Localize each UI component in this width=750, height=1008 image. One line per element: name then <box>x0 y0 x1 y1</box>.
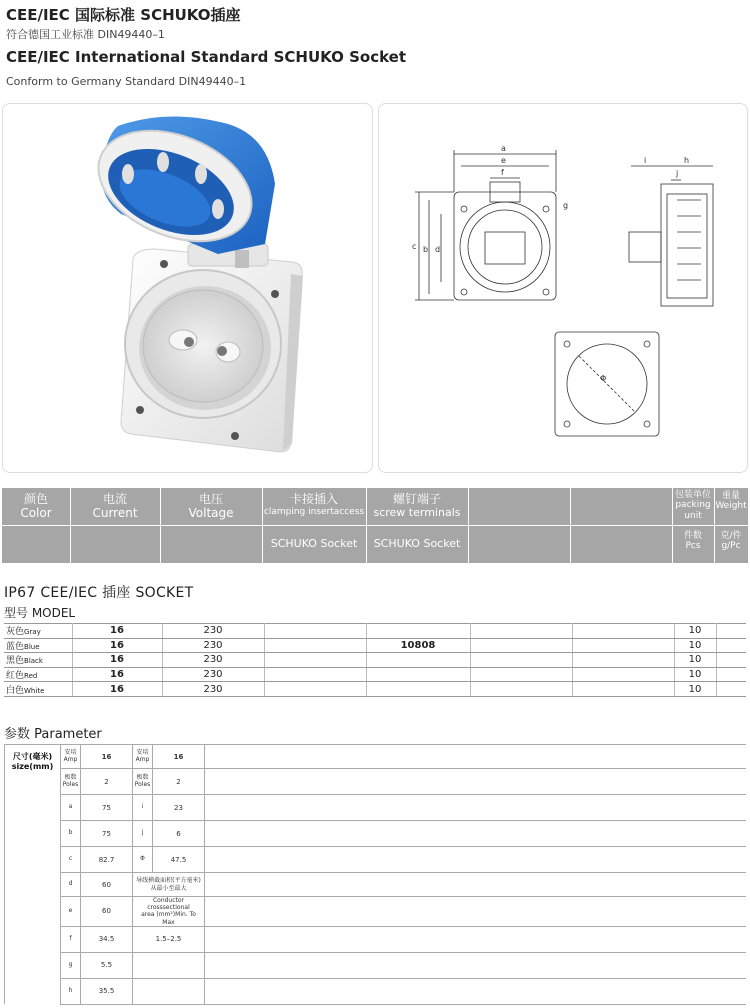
model-voltage: 230 <box>162 624 264 639</box>
param-value: 16 <box>153 745 205 769</box>
param-blank <box>205 952 747 978</box>
model-current: 16 <box>72 624 162 639</box>
param-blank <box>205 978 747 1004</box>
param-label: j <box>133 821 153 847</box>
param-value: 60 <box>81 873 133 897</box>
model-color: 白色White <box>4 682 72 697</box>
param-blank <box>205 745 747 769</box>
model-screw-code <box>366 667 470 682</box>
header-current-en: Current <box>92 505 138 520</box>
param-label: e <box>61 897 81 927</box>
section-model-label: 型号 MODEL <box>4 606 76 620</box>
model-empty-1 <box>470 624 572 639</box>
header-pack-en2: unit <box>684 510 702 521</box>
en-title: CEE/IEC International Standard SCHUKO Socket <box>6 48 406 66</box>
header-voltage-cn: 电压 <box>198 492 223 506</box>
model-clamp <box>264 624 366 639</box>
model-empty-1 <box>470 653 572 668</box>
model-row <box>4 638 746 653</box>
model-empty-2 <box>572 624 674 639</box>
dim-label-phi: Φ <box>600 374 607 383</box>
param-label: a <box>61 795 81 821</box>
param-label: 安培 Amp <box>133 745 153 769</box>
param-label: b <box>61 821 81 847</box>
param-label: 极数 Poles <box>61 769 81 795</box>
param-value: 2 <box>153 769 205 795</box>
param-label: d <box>61 873 81 897</box>
model-pack: 10 <box>674 653 716 668</box>
model-weight <box>716 682 746 697</box>
cn-title: CEE/IEC 国际标准 SCHUKO插座 <box>6 6 241 24</box>
param-value: 5.5 <box>81 952 133 978</box>
header-pack-en1: packing <box>675 500 711 511</box>
header-wt-unit-en: g/Pc <box>721 541 741 552</box>
param-label: h <box>61 978 81 1004</box>
size-label: 尺寸(毫米) size(mm) <box>5 745 61 1005</box>
header-clamp-cn: 卡接插入 <box>289 492 338 506</box>
dimension-drawing <box>379 104 749 474</box>
param-blank <box>205 821 747 847</box>
model-pack: 10 <box>674 624 716 639</box>
dim-label-a: a <box>501 144 506 153</box>
param-label: g <box>61 952 81 978</box>
model-voltage: 230 <box>162 638 264 653</box>
param-blank <box>205 769 747 795</box>
param-value: 23 <box>153 795 205 821</box>
model-empty-1 <box>470 667 572 682</box>
parameter-row <box>5 926 747 952</box>
en-subtitle: Conform to Germany Standard DIN49440–1 <box>6 75 247 88</box>
header-screw-type: SCHUKO Socket <box>373 537 461 550</box>
parameter-row <box>5 897 747 927</box>
dim-label-i: i <box>644 156 647 165</box>
model-clamp <box>264 638 366 653</box>
product-photo-panel <box>2 103 373 473</box>
model-weight <box>716 638 746 653</box>
cn-subtitle: 符合德国工业标准 DIN49440–1 <box>6 28 165 41</box>
model-empty-1 <box>470 682 572 697</box>
model-voltage: 230 <box>162 653 264 668</box>
dim-label-g: g <box>563 201 569 210</box>
dim-label-d: d <box>435 245 441 254</box>
param-label: c <box>61 847 81 873</box>
header-pcs-en: Pcs <box>685 541 701 552</box>
param-label: f <box>61 926 81 952</box>
header-current-cn: 电流 <box>102 492 127 506</box>
param-blank <box>205 847 747 873</box>
model-row <box>4 653 746 668</box>
param-value: 75 <box>81 821 133 847</box>
model-current: 16 <box>72 638 162 653</box>
param-value: 16 <box>81 745 133 769</box>
param-label: 极数 Poles <box>133 769 153 795</box>
model-weight <box>716 667 746 682</box>
parameter-table <box>4 744 746 1005</box>
model-color: 红色Red <box>4 667 72 682</box>
param-label: Φ <box>133 847 153 873</box>
header-clamp-type: SCHUKO Socket <box>270 537 358 550</box>
socket-product-image <box>3 104 374 474</box>
model-screw-code <box>366 682 470 697</box>
param-value: 60 <box>81 897 133 927</box>
dim-label-b: b <box>423 245 429 254</box>
model-current: 16 <box>72 667 162 682</box>
param-value: 2 <box>81 769 133 795</box>
model-empty-2 <box>572 638 674 653</box>
header-clamp-en: clamping insertaccess <box>263 506 365 517</box>
model-pack: 10 <box>674 667 716 682</box>
param-blank <box>205 897 747 927</box>
header-pack-cn: 包装单位 <box>674 490 711 500</box>
parameter-row <box>5 769 747 795</box>
param-value: 82.7 <box>81 847 133 873</box>
param-blank <box>205 795 747 821</box>
dim-label-e: e <box>501 156 506 165</box>
parameter-title: 参数 Parameter <box>4 727 102 742</box>
model-pack: 10 <box>674 638 716 653</box>
model-empty-2 <box>572 682 674 697</box>
parameter-row <box>5 745 747 769</box>
conductor-label-cn: 导线横截面积(平方毫米) 从最小至最大 <box>133 873 205 897</box>
conductor-label-en: Conductor crosssectional area (mm²)Min. To Max <box>133 897 205 927</box>
model-row <box>4 682 746 697</box>
header-color-cn: 颜色 <box>23 492 48 506</box>
param-value: 47.5 <box>153 847 205 873</box>
model-weight <box>716 624 746 639</box>
header-screw-en: screw terminals <box>373 505 461 519</box>
model-weight <box>716 653 746 668</box>
model-screw-code: 10808 <box>366 638 470 653</box>
model-screw-code <box>366 653 470 668</box>
conductor-range: 1.5–2.5 <box>133 926 205 952</box>
parameter-row <box>5 847 747 873</box>
dim-label-h: h <box>684 156 690 165</box>
header-voltage-en: Voltage <box>188 505 234 520</box>
dim-label-j: j <box>676 169 679 178</box>
section-title: IP67 CEE/IEC 插座 SOCKET <box>4 585 194 601</box>
param-empty <box>133 978 205 1004</box>
model-voltage: 230 <box>162 667 264 682</box>
parameter-row <box>5 978 747 1004</box>
param-value: 6 <box>153 821 205 847</box>
parameter-row <box>5 821 747 847</box>
model-voltage: 230 <box>162 682 264 697</box>
dim-label-f: f <box>501 168 504 177</box>
model-current: 16 <box>72 653 162 668</box>
param-value: 34.5 <box>81 926 133 952</box>
header-wt-unit-cn: 克/件 <box>720 531 742 541</box>
model-empty-2 <box>572 667 674 682</box>
header-weight-en: Weight <box>715 501 747 512</box>
model-row <box>4 624 746 639</box>
model-empty-1 <box>470 638 572 653</box>
param-value: 75 <box>81 795 133 821</box>
header-screw-cn: 螺钉端子 <box>392 492 441 506</box>
header-pcs-cn: 件数 <box>683 531 702 541</box>
header-color-en: Color <box>20 505 52 520</box>
technical-drawing-panel <box>378 103 748 473</box>
model-empty-2 <box>572 653 674 668</box>
param-empty <box>133 952 205 978</box>
dim-label-c: c <box>412 242 417 251</box>
param-blank <box>205 873 747 897</box>
model-color: 黑色Black <box>4 653 72 668</box>
parameter-row <box>5 873 747 897</box>
model-row <box>4 667 746 682</box>
param-label: i <box>133 795 153 821</box>
model-clamp <box>264 667 366 682</box>
model-screw-code <box>366 624 470 639</box>
model-color: 灰色Gray <box>4 624 72 639</box>
model-clamp <box>264 653 366 668</box>
param-blank <box>205 926 747 952</box>
parameter-row <box>5 795 747 821</box>
model-color: 蓝色Blue <box>4 638 72 653</box>
spec-header <box>2 488 748 563</box>
model-current: 16 <box>72 682 162 697</box>
parameter-row <box>5 952 747 978</box>
model-table <box>4 623 746 697</box>
param-label: 安培 Amp <box>61 745 81 769</box>
model-pack: 10 <box>674 682 716 697</box>
param-value: 35.5 <box>81 978 133 1004</box>
model-clamp <box>264 682 366 697</box>
header-weight-cn: 重量 <box>721 491 740 501</box>
